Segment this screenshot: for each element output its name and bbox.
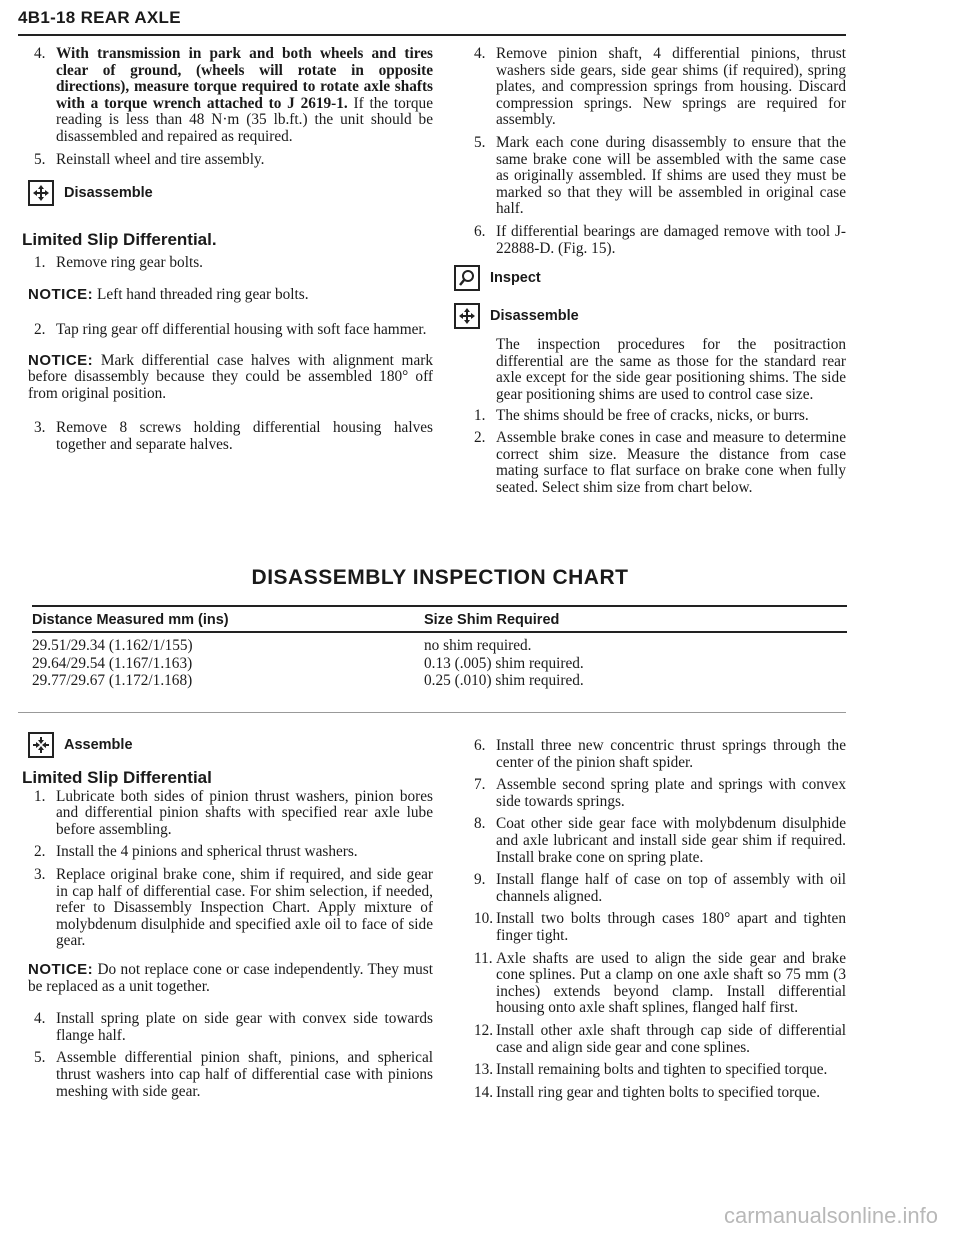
top-left-column: [22, 45, 433, 460]
item-number: 12.: [474, 1021, 494, 1039]
table-row: [32, 672, 847, 690]
item-number: 2.: [34, 843, 46, 861]
section-divider: [18, 712, 846, 713]
item-number: 1.: [34, 787, 46, 805]
list-item: [468, 911, 846, 944]
item-number: 6.: [474, 737, 486, 754]
item-text: Replace original brake cone, shim if required, and side gear in cap half of differential case. For shim selection, if needed, refer to Disassembly Inspection Chart. Apply mixture of molybdenum disulphide and specified axle oil to face of side gear.: [56, 865, 433, 950]
item-text-bold: With transmission in park and both wheels and tires clear of ground, (wheels will rotate in opposite directions), measure torque required to rotate axle shafts with a torque wrench attached to J 2619-1.: [56, 45, 433, 112]
list-item: [28, 844, 433, 861]
section-inspect: [454, 265, 846, 291]
item-number: 13.: [474, 1061, 494, 1079]
list-item: [468, 408, 846, 425]
item-text: Remove pinion shaft, 4 differential pinions, thrust washers side gears, side gear shims (if required), spring plates, and compression springs from housing. Discard compression springs. New springs are required for assembly.: [496, 45, 846, 129]
section-label: Inspect: [490, 269, 541, 286]
item-number: 3.: [34, 419, 46, 437]
notice-text: Do not replace cone or case independently. They must be replaced as a unit together.: [28, 960, 433, 995]
list-item: [28, 46, 433, 146]
bottom-right-column: [468, 738, 846, 1107]
section-subtitle: Limited Slip Differential: [22, 768, 212, 787]
list-item: [28, 322, 433, 339]
item-text: Install flange half of case on top of assembly with oil channels aligned.: [496, 871, 846, 905]
item-text: Mark each cone during disassembly to ensure that the same brake cone will be assembled with the same case as originally assembled. If shims are used they must be marked so that they will be assembled in original case half.: [496, 133, 846, 218]
disassemble-icon: [28, 180, 54, 206]
item-number: 11.: [474, 949, 493, 967]
list-item: [468, 816, 846, 866]
list-item: [468, 46, 846, 129]
section-label: Disassemble: [64, 184, 153, 201]
notice: [28, 962, 433, 995]
list-item: [28, 1011, 433, 1044]
item-text: If the torque reading is less than 48 N·m (35 lb.ft.) the unit should be disassembled and repaired as required.: [56, 94, 433, 145]
section-label: Disassemble: [490, 307, 579, 324]
cell-shim: no shim required.: [424, 637, 532, 654]
inspection-table: [32, 605, 847, 690]
item-text: Lubricate both sides of pinion thrust washers, pinion bores and differential pinion shafts with specified rear axle lube before assembling.: [56, 787, 433, 838]
notice-label: NOTICE:: [28, 960, 94, 978]
list-item: [28, 1050, 433, 1100]
column-header-distance: Distance Measured mm (ins): [32, 612, 229, 628]
notice-text: Mark differential case halves with alignment mark before disassembly because they could be assembled 180° off from original position.: [28, 351, 433, 402]
section-subtitle: Limited Slip Differential.: [22, 230, 217, 250]
item-text: Install the 4 pinions and spherical thrust washers.: [56, 843, 358, 861]
notice-text: Left hand threaded ring gear bolts.: [93, 286, 309, 304]
item-number: 4.: [34, 1010, 46, 1028]
cell-shim: 0.13 (.005) shim required.: [424, 654, 584, 672]
item-number: 1.: [474, 406, 486, 424]
item-number: 5.: [34, 150, 46, 168]
list-item: [468, 224, 846, 257]
list-item: [468, 1085, 846, 1102]
assemble-icon: [28, 732, 54, 758]
table-header-row: [32, 607, 847, 631]
item-text: Install remaining bolts and tighten to specified torque.: [496, 1061, 828, 1079]
item-text: Assemble second spring plate and springs with convex side towards springs.: [496, 776, 846, 810]
item-text: Assemble differential pinion shaft, pinions, and spherical thrust washers into cap half of differential case with pinions meshing with side gear.: [56, 1049, 433, 1100]
item-text: Install spring plate on side gear with convex side towards flange half.: [56, 1010, 433, 1044]
inspect-icon: [454, 265, 480, 291]
item-number: 6.: [474, 222, 486, 240]
item-number: 10.: [474, 910, 494, 928]
item-text: Reinstall wheel and tire assembly.: [56, 150, 265, 168]
header-rule: [18, 34, 846, 36]
item-text: Install other axle shaft through cap side of differential case and align side gear and cone splines.: [496, 1021, 846, 1056]
page-header: 4B1-18 REAR AXLE: [18, 8, 181, 27]
item-text: Assemble brake cones in case and measure to determine correct shim size. Measure the distance from case mating surface to flat surface on brake cone when fully seated. Select shim size from chart below.: [496, 429, 846, 496]
item-number: 2.: [34, 320, 46, 338]
item-text: If differential bearings are damaged remove with tool J-22888-D. (Fig. 15).: [496, 222, 846, 257]
list-item: [468, 135, 846, 218]
item-text: The shims should be free of cracks, nicks, or burrs.: [496, 406, 809, 424]
item-number: 8.: [474, 815, 486, 833]
item-text: Tap ring gear off differential housing with soft face hammer.: [56, 320, 427, 338]
watermark: carmanualsonline.info: [723, 1203, 938, 1228]
list-item: [468, 872, 846, 905]
chart-title: DISASSEMBLY INSPECTION CHART: [251, 566, 629, 589]
item-text: Install three new concentric thrust springs through the center of the pinion shaft spider.: [496, 737, 846, 771]
list-item: [468, 738, 846, 771]
cell-distance: 29.77/29.67 (1.172/1.168): [32, 672, 193, 689]
table-row: [32, 637, 847, 655]
notice: [28, 353, 433, 403]
item-text: Install ring gear and tighten bolts to specified torque.: [496, 1083, 821, 1101]
list-item: [468, 1023, 846, 1056]
item-number: 2.: [474, 429, 486, 447]
list-item: [468, 951, 846, 1017]
list-item: [28, 152, 433, 169]
section-label: Assemble: [64, 736, 133, 753]
bottom-left-column: [22, 732, 433, 1106]
item-text: Remove 8 screws holding differential housing halves together and separate halves.: [56, 419, 433, 453]
item-text: Coat other side gear face with molybdenum disulphide and axle lubricant and install side gear shim if required. Install brake cone on spring plate.: [496, 815, 846, 866]
list-item: [468, 777, 846, 810]
column-header-shim: Size Shim Required: [424, 612, 560, 628]
list-item: [28, 789, 433, 839]
list-item: [28, 867, 433, 950]
list-item: [28, 255, 433, 272]
table-header-rule: [32, 631, 847, 633]
notice-label: NOTICE:: [28, 286, 94, 304]
section-disassemble: [454, 303, 846, 329]
cell-distance: 29.64/29.54 (1.167/1.163): [32, 654, 193, 672]
section-disassemble: [28, 180, 433, 206]
item-number: 1.: [34, 253, 46, 271]
notice-label: NOTICE:: [28, 351, 94, 369]
disassemble-icon: [454, 303, 480, 329]
item-text: Install two bolts through cases 180° apart and tighten finger tight.: [496, 910, 846, 944]
item-number: 4.: [474, 45, 486, 62]
item-number: 5.: [474, 133, 486, 151]
item-text: Axle shafts are used to align the side gear and brake cone splines. Put a clamp on one axle shaft so 75 mm (3 inches) extends beyond clamp. Install differential housing onto axle shaft splines, flanged half first.: [496, 949, 846, 1017]
table-row: [32, 655, 847, 673]
cell-distance: 29.51/29.34 (1.162/1/155): [32, 637, 193, 654]
cell-shim: 0.25 (.010) shim required.: [424, 672, 584, 689]
item-number: 7.: [474, 776, 486, 794]
section-assemble: [28, 732, 433, 758]
list-item: [468, 1062, 846, 1079]
item-number: 3.: [34, 865, 46, 883]
list-item: [28, 420, 433, 453]
item-number: 4.: [34, 45, 46, 62]
paragraph: The inspection procedures for the positraction differential are the same as those for the standard rear axle except for the side gear positioning shims. The side gear positioning shims are used to control case size.: [496, 336, 846, 403]
list-item: [468, 430, 846, 496]
item-number: 9.: [474, 871, 486, 889]
top-right-column: [468, 46, 846, 502]
item-text: Remove ring gear bolts.: [56, 253, 203, 271]
item-number: 5.: [34, 1049, 46, 1067]
item-number: 14.: [474, 1083, 494, 1101]
notice: [28, 287, 433, 304]
